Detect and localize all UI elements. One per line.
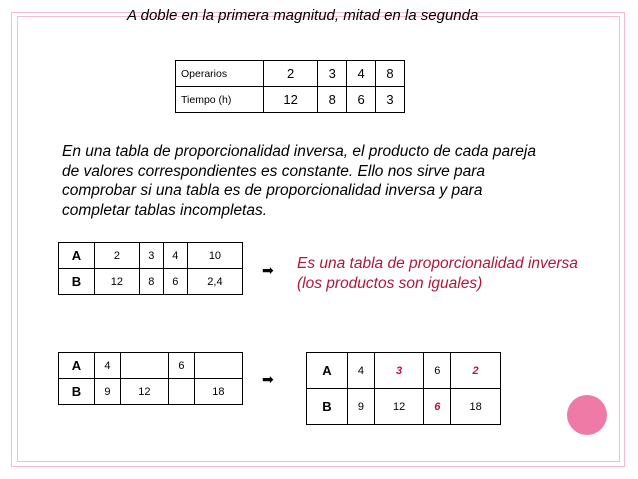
conclusion-text: Es una tabla de proporcionalidad inversa (los productos son iguales) — [297, 255, 578, 292]
table-cell: 8 — [376, 61, 405, 87]
table-row — [59, 379, 243, 405]
table-cell: 3 — [139, 243, 163, 269]
table-cell: 8 — [318, 87, 347, 113]
explanation-paragraph: En una tabla de proporcionalidad inversa, el producto de cada pareja de valores correspondientes es constante. Ello nos sirve para comprobar si una tabla es de proporcionalidad inversa y para completar tablas incompletas. — [62, 143, 536, 219]
table-cell: 8 — [139, 269, 163, 295]
filled-cell: 2 — [451, 353, 501, 389]
row-header-a: A — [59, 243, 95, 269]
table-row — [59, 353, 243, 379]
table-cell: 12 — [120, 379, 168, 405]
row-label: Operarios — [176, 61, 264, 87]
table-cell: 6 — [168, 353, 194, 379]
table-cell: 12 — [374, 389, 424, 425]
table-cell — [194, 353, 242, 379]
right-arrow-icon: ➡ — [262, 371, 274, 387]
row-label: Tiempo (h) — [176, 87, 264, 113]
table-cell: 12 — [95, 269, 140, 295]
table-cell: 12 — [264, 87, 318, 113]
row-header-b: B — [59, 269, 95, 295]
table-cell: 4 — [163, 243, 187, 269]
table-cell: 2 — [264, 61, 318, 87]
table-cell: 18 — [194, 379, 242, 405]
example-table-complete — [58, 242, 243, 295]
table-row — [307, 389, 501, 425]
operarios-table — [175, 60, 405, 113]
table-row — [307, 353, 501, 389]
filled-cell: 6 — [424, 389, 451, 425]
table-cell: 4 — [348, 353, 375, 389]
row-header-b: B — [307, 389, 348, 425]
table-cell: 6 — [424, 353, 451, 389]
table-row — [176, 87, 405, 113]
decorative-circle — [567, 395, 607, 435]
table-row — [59, 269, 243, 295]
table-cell: 3 — [318, 61, 347, 87]
row-header-a: A — [59, 353, 95, 379]
incomplete-table — [58, 352, 243, 405]
table-cell: 6 — [163, 269, 187, 295]
table-cell — [168, 379, 194, 405]
table-cell: 9 — [348, 389, 375, 425]
table-cell: 10 — [187, 243, 242, 269]
table-cell: 9 — [95, 379, 121, 405]
table-row — [176, 61, 405, 87]
row-header-b: B — [59, 379, 95, 405]
table-cell — [120, 353, 168, 379]
table-row — [59, 243, 243, 269]
right-arrow-icon: ➡ — [262, 262, 274, 278]
table-cell: 2 — [95, 243, 140, 269]
row-header-a: A — [307, 353, 348, 389]
table-cell: 4 — [347, 61, 376, 87]
filled-cell: 3 — [374, 353, 424, 389]
table-cell: 2,4 — [187, 269, 242, 295]
table-cell: 18 — [451, 389, 501, 425]
table-cell: 3 — [376, 87, 405, 113]
slide-title: A doble en la primera magnitud, mitad en la segunda — [127, 7, 479, 24]
table-cell: 6 — [347, 87, 376, 113]
table-cell: 4 — [95, 353, 121, 379]
completed-table — [306, 352, 501, 425]
